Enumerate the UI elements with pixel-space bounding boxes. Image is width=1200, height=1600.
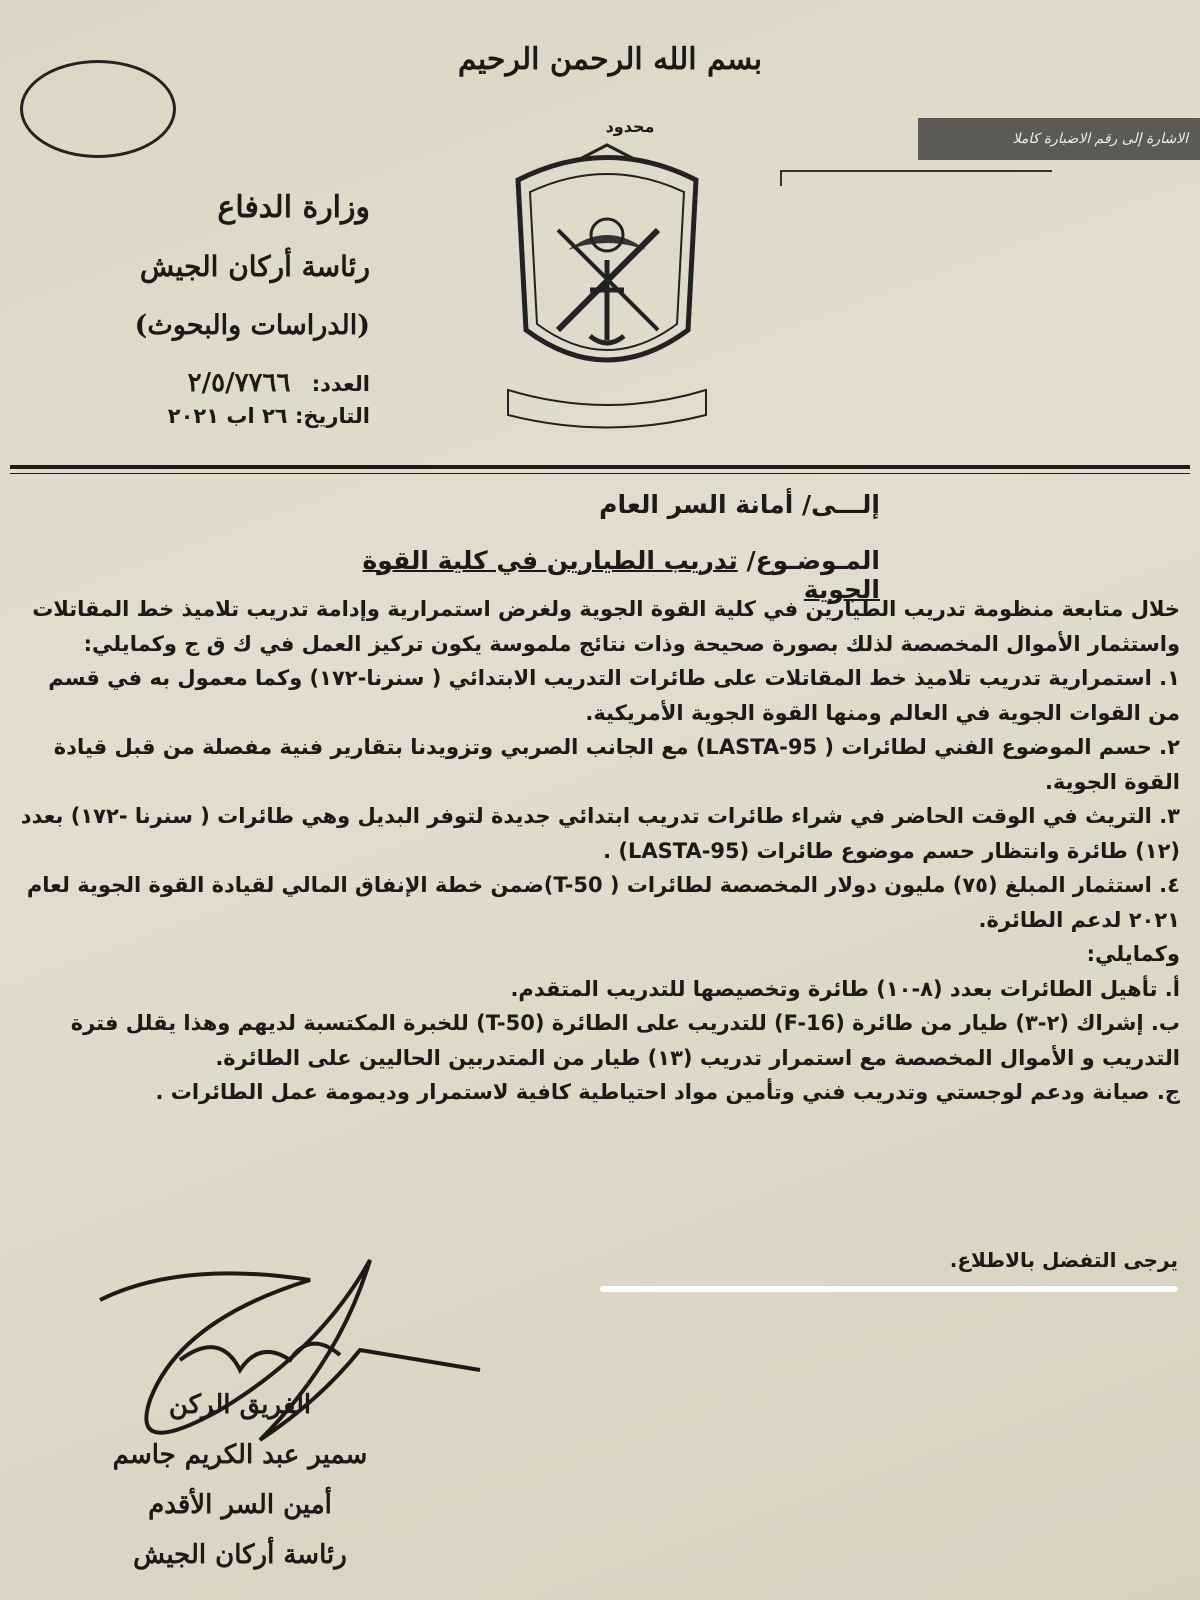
list-item: ١. استمرارية تدريب تلاميذ خط المقاتلات على طائرات التدريب الابتدائي ( سنرنا-١٧٢) وكما معمول به في قسم من القوات الجوية في العالم ومنها القوة الجوية الأمريكية.	[48, 666, 1180, 725]
number-value: ٢/٥/٧٧٦٦	[187, 368, 291, 398]
subject-label: المـوضـوع/	[746, 546, 880, 575]
hand-drawn-oval	[20, 60, 176, 158]
addressee-value: أمانة السر العام	[599, 490, 794, 519]
addressee-label: إلـــى/	[801, 490, 880, 519]
header-rule-thick	[10, 465, 1190, 469]
signatory-rank: الفريق الركن	[168, 1390, 312, 1420]
signatory-name: سمير عبد الكريم جاسم	[112, 1440, 368, 1470]
sub-list-item: ج. صيانة ودعم لوجستي وتدريب فني وتأمين مواد احتياطية كافية لاستمرار وديمومة عمل الطائرات .	[155, 1080, 1180, 1104]
signatory-org: رئاسة أركان الجيش	[133, 1540, 347, 1570]
document-date	[60, 404, 370, 428]
redaction-mark	[600, 1286, 1178, 1292]
classification-label: محدود	[605, 117, 655, 136]
list-item: ٢. حسم الموضوع الفني لطائرات ( LASTA-95) مع الجانب الصربي وتزويدنا بتقارير فنية مفصلة من قبل قيادة القوة الجوية.	[53, 735, 1180, 794]
reference-note-box: الاشارة إلى رقم الاضبارة كاملا	[918, 118, 1200, 160]
intro-paragraph: خلال متابعة منظومة تدريب الطيارين في كلية القوة الجوية ولغرض استمرارية وإدامة تدريب تلاميذ خط المقاتلات واستثمار الأموال المخصصة لذلك بصورة صحيحة وذات نتائج ملموسة يكون تركيز العمل في ك ق ج وكمايلي:	[32, 597, 1180, 656]
subject-value: تدريب الطيارين في كلية القوة الجوية	[362, 546, 880, 604]
sub-intro: وكمايلي:	[1086, 942, 1180, 966]
sub-list-item: أ. تأهيل الطائرات بعدد (٨-١٠) طائرة وتخصيصها للتدريب المتقدم.	[510, 976, 1180, 1001]
letter-body	[12, 592, 1180, 1110]
document-number	[40, 368, 370, 398]
closing-line: يرجى التفضل بالاطلاع.	[949, 1248, 1178, 1272]
date-value: ٢٦ اب ٢٠٢١	[167, 404, 288, 428]
sub-list-item: ب. إشراك (٢-٣) طيار من طائرة (F-16) للتدريب على الطائرة (T-50) للخبرة المكتسبة لديهم وهذا يقلل فترة التدريب و الأموال المخصصة مع استمرار تدريب (١٣) طيار من المتدربين الحاليين على الطائرة.	[70, 1011, 1180, 1070]
date-label: التاريخ:	[294, 404, 370, 428]
staff-name: رئاسة أركان الجيش	[139, 250, 370, 283]
number-label: العدد:	[311, 372, 370, 396]
department-name: (الدراسات والبحوث)	[134, 310, 370, 341]
army-staff-emblem-icon	[498, 140, 716, 450]
header-rule-thin	[10, 473, 1190, 474]
addressee-line	[300, 490, 880, 519]
signature-block	[60, 1380, 420, 1580]
basmala: بسم الله الرحمن الرحيم	[457, 42, 763, 77]
signatory-title: أمين السر الأقدم	[148, 1490, 332, 1520]
list-item: ٣. التريث في الوقت الحاضر في شراء طائرات تدريب ابتدائي جديدة لتوفر البديل وهي طائرات ( سنرنا -١٧٢) بعدد (١٢) طائرة وانتظار حسم موضوع طائرات (LASTA-95) .	[20, 804, 1180, 863]
ministry-name: وزارة الدفاع	[217, 190, 370, 225]
reference-bracket	[780, 170, 1052, 186]
list-item: ٤. استثمار المبلغ (٧٥) مليون دولار المخصصة لطائرات ( T-50)ضمن خطة الإنفاق المالي لقيادة القوة الجوية لعام ٢٠٢١ لدعم الطائرة.	[26, 873, 1180, 932]
